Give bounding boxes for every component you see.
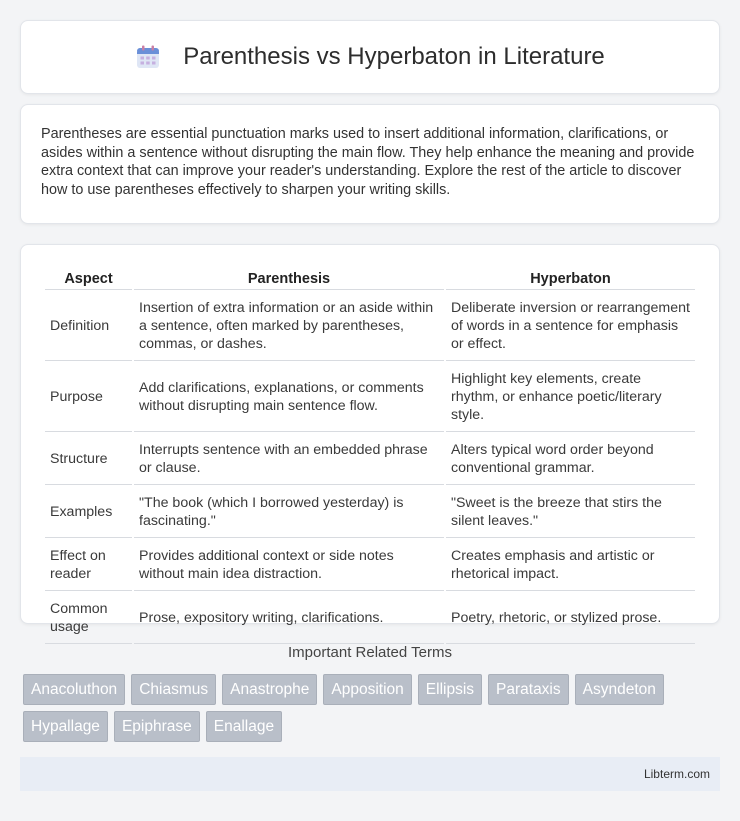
comparison-table xyxy=(43,265,697,646)
row-parenthesis: "The book (which I borrowed yesterday) is fascinating." xyxy=(134,487,444,538)
tag-ellipsis[interactable]: Ellipsis xyxy=(418,674,482,705)
row-parenthesis: Provides additional context or side notes without main idea distraction. xyxy=(134,540,444,591)
page-title: Parenthesis vs Hyperbaton in Literature xyxy=(183,43,605,70)
row-aspect: Purpose xyxy=(45,363,132,432)
header-hyperbaton: Hyperbaton xyxy=(446,267,695,290)
tag-enallage[interactable]: Enallage xyxy=(206,711,282,742)
row-parenthesis: Insertion of extra information or an aside within a sentence, often marked by parentheses, commas, or dashes. xyxy=(134,292,444,361)
row-hyperbaton: Deliberate inversion or rearrangement of words in a sentence for emphasis or effect. xyxy=(446,292,695,361)
tag-parataxis[interactable]: Parataxis xyxy=(488,674,569,705)
row-hyperbaton: Highlight key elements, create rhythm, or enhance poetic/literary style. xyxy=(446,363,695,432)
related-terms-tags xyxy=(20,674,720,742)
tag-asyndeton[interactable]: Asyndeton xyxy=(575,674,664,705)
tag-anastrophe[interactable]: Anastrophe xyxy=(222,674,317,705)
table-row xyxy=(45,434,695,485)
title-card xyxy=(20,20,720,94)
row-hyperbaton: Poetry, rhetoric, or stylized prose. xyxy=(446,593,695,644)
row-hyperbaton: Creates emphasis and artistic or rhetorical impact. xyxy=(446,540,695,591)
row-hyperbaton: Alters typical word order beyond conventional grammar. xyxy=(446,434,695,485)
intro-card xyxy=(20,104,720,224)
row-parenthesis: Add clarifications, explanations, or comments without disrupting main sentence flow. xyxy=(134,363,444,432)
table-row xyxy=(45,487,695,538)
footer-brand-link[interactable]: Libterm.com xyxy=(643,767,710,781)
row-aspect: Definition xyxy=(45,292,132,361)
row-aspect: Examples xyxy=(45,487,132,538)
row-hyperbaton: "Sweet is the breeze that stirs the silent leaves." xyxy=(446,487,695,538)
tag-epiphrase[interactable]: Epiphrase xyxy=(114,711,200,742)
tag-apposition[interactable]: Apposition xyxy=(323,674,411,705)
header-aspect: Aspect xyxy=(45,267,132,290)
header-parenthesis: Parenthesis xyxy=(134,267,444,290)
footer xyxy=(20,757,720,791)
row-parenthesis: Interrupts sentence with an embedded phrase or clause. xyxy=(134,434,444,485)
row-aspect: Structure xyxy=(45,434,132,485)
related-terms-section xyxy=(20,644,720,742)
table-row xyxy=(45,292,695,361)
row-parenthesis: Prose, expository writing, clarifications. xyxy=(134,593,444,644)
table-header-row xyxy=(45,267,695,290)
calendar-icon xyxy=(135,44,161,70)
table-row xyxy=(45,540,695,591)
tag-chiasmus[interactable]: Chiasmus xyxy=(131,674,216,705)
table-row xyxy=(45,593,695,644)
tag-hypallage[interactable]: Hypallage xyxy=(23,711,108,742)
related-terms-heading: Important Related Terms xyxy=(288,644,452,661)
comparison-table-card xyxy=(20,244,720,635)
intro-text: Parentheses are essential punctuation marks used to insert additional information, clarifications, or asides within a sentence without disrupting the main flow. They help enhance the meaning and provide extra context that can improve your reader's understanding. Explore the rest of the article to discover how to use parentheses effectively to sharpen your writing skills. xyxy=(41,126,695,198)
tag-anacoluthon[interactable]: Anacoluthon xyxy=(23,674,125,705)
row-aspect: Common usage xyxy=(45,593,132,644)
table-row xyxy=(45,363,695,432)
row-aspect: Effect on reader xyxy=(45,540,132,591)
